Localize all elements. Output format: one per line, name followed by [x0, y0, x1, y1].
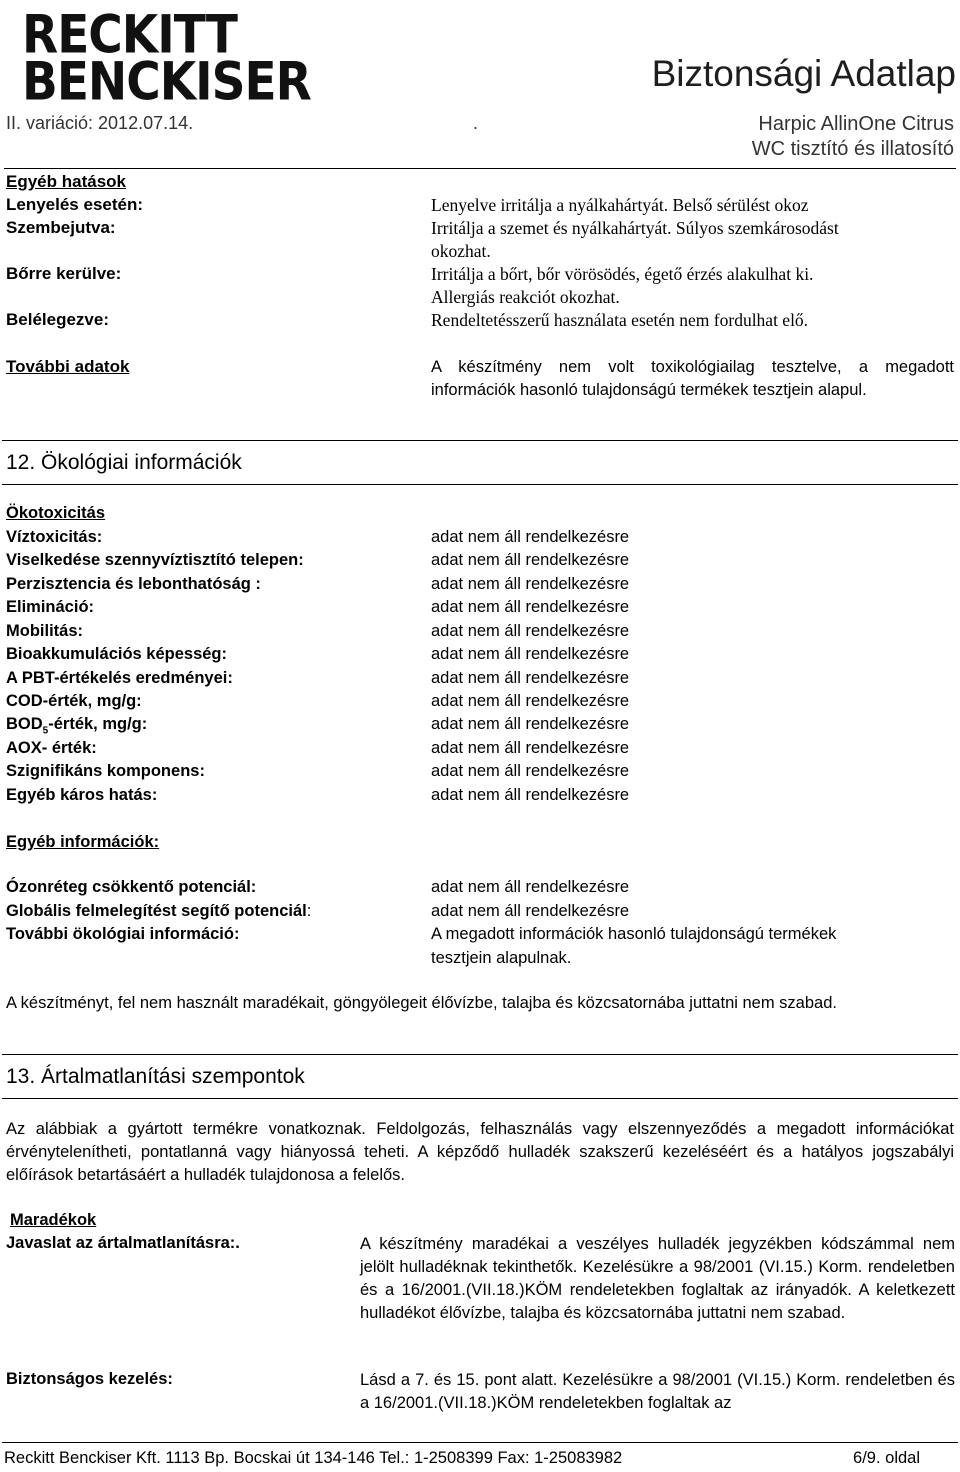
disposal-text: A készítmény maradékai a veszélyes hulladék jegyzékben kódszámmal nem jelölt hulladéknak tekinthetők. Kezelésükre a 98/2001 (VI.15.) Korm. rendeletben és a 16/2001.(VII.18.)KÖM rendeletekben foglaltak az irányadók. A keletkezett hulladékot élővízbe, talajba és közcsatornába juttatni nem szabad.	[360, 1235, 955, 1322]
eco-value-bod: adat nem áll rendelkezésre	[431, 715, 630, 733]
company-logo-line2: BENCKISER	[22, 51, 311, 114]
eco-label-global-warming	[6, 902, 311, 921]
eco-warning-text: A készítményt, fel nem használt maradékait, göngyölegeit élővízbe, talajba és közcsatornába juttatni nem szabad.	[6, 994, 837, 1012]
eco-value-pbt: adat nem áll rendelkezésre	[431, 669, 630, 687]
eco-label-aox: AOX- érték:	[6, 739, 97, 757]
product-type: WC tisztító és illatosító	[751, 138, 954, 160]
effect-value-ingestion: Lenyelve irritálja a nyálkahártyát. Belső sérülést okoz	[431, 195, 809, 215]
section12-title: 12. Ökológiai információk	[6, 451, 242, 474]
safe-handling-text: Lásd a 7. és 15. pont alatt. Kezelésükre a 98/2001 (VI.15.) Korm. rendeletben és a 16/2001.(VII.18.)KÖM rendeletekben foglaltak az	[360, 1371, 955, 1412]
effect-value-eye: Irritálja a szemet és nyálkahártyát. Súlyos szemkárosodást	[431, 218, 839, 238]
footer-divider	[2, 1442, 958, 1443]
section13-top-line	[2, 1054, 958, 1055]
effect-label-inhalation: Belélegezve:	[6, 310, 109, 329]
variation-date: II. variáció: 2012.07.14.	[6, 113, 194, 133]
global-label-colon: :	[306, 902, 312, 920]
footer-page-number: 6/9. oldal	[853, 1449, 920, 1467]
eco-value-ozone: adat nem áll rendelkezésre	[431, 878, 630, 896]
eco-value-water: adat nem áll rendelkezésre	[431, 528, 630, 546]
section13-intro: Az alábbiak a gyártott termékre vonatkoznak. Feldolgozás, felhasználás vagy elszennyeződés a megadott információkat érvénytelenítheti, pontatlanná vagy hiányossá teheti. A képződő hulladék szakszerű kezeléséért és a hatályos jogszabályi előírások betartásáért a hulladék tulajdonosa a felelős.	[6, 1120, 954, 1184]
eco-value-bioaccumulation: adat nem áll rendelkezésre	[431, 645, 630, 663]
eco-value-aox: adat nem áll rendelkezésre	[431, 739, 630, 757]
eco-label-further: További ökológiai információ:	[6, 925, 240, 943]
further-data-label: További adatok	[6, 357, 130, 376]
effect-label-eye: Szembejutva:	[6, 218, 116, 237]
eco-value-elimination: adat nem áll rendelkezésre	[431, 598, 630, 616]
eco-value-significant: adat nem áll rendelkezésre	[431, 762, 630, 780]
product-name: Harpic AllinOne Citrus	[758, 113, 954, 135]
eco-label-ozone: Ózonréteg csökkentő potenciál:	[6, 878, 257, 896]
effect-value-eye-cont: okozhat.	[431, 241, 491, 261]
safe-handling-label: Biztonságos kezelés:	[6, 1370, 173, 1388]
header-divider	[4, 168, 956, 169]
company-logo-line1: RECKITT	[22, 4, 237, 67]
effects-heading: Egyéb hatások	[6, 172, 126, 191]
other-info-heading: Egyéb információk:	[6, 833, 160, 851]
residues-heading: Maradékok	[10, 1211, 97, 1229]
eco-value-mobility: adat nem áll rendelkezésre	[431, 622, 630, 640]
eco-label-wastewater: Viselkedése szennyvíztisztító telepen:	[6, 551, 304, 569]
bod-prefix: BOD	[6, 715, 43, 733]
bod-subscript: 5	[42, 725, 49, 737]
eco-value-further-1: A megadott információk hasonló tulajdonságú termékek	[431, 925, 837, 943]
effect-label-ingestion: Lenyelés esetén:	[6, 195, 144, 214]
section13-title: 13. Ártalmatlanítási szempontok	[6, 1065, 305, 1088]
eco-label-cod: COD-érték, mg/g:	[6, 692, 142, 710]
header-dot: .	[473, 113, 479, 133]
section12-top-line	[2, 440, 958, 441]
document-title: Biztonsági Adatlap	[651, 53, 956, 94]
ecotoxicity-heading: Ökotoxicitás	[6, 504, 106, 522]
eco-label-bod	[6, 715, 147, 736]
effect-value-inhalation: Rendeltetésszerű használata esetén nem fordulhat elő.	[431, 310, 809, 330]
eco-label-water: Víztoxicitás:	[6, 528, 103, 546]
eco-label-other-harm: Egyéb káros hatás:	[6, 786, 158, 804]
eco-label-bioaccumulation: Bioakkumulációs képesség:	[6, 645, 228, 663]
eco-value-further-2: tesztjein alapulnak.	[431, 949, 572, 967]
disposal-label: Javaslat az ártalmatlanításra:.	[6, 1234, 240, 1252]
eco-label-pbt: A PBT-értékelés eredményei:	[6, 669, 233, 687]
eco-label-mobility: Mobilitás:	[6, 622, 83, 640]
effect-label-skin: Bőrre kerülve:	[6, 264, 122, 283]
effect-value-skin-cont: Allergiás reakciót okozhat.	[431, 287, 620, 307]
eco-label-significant: Szignifikáns komponens:	[6, 762, 205, 780]
global-label-main: Globális felmelegítést segítő potenciál	[6, 902, 307, 920]
eco-value-persistence: adat nem áll rendelkezésre	[431, 575, 630, 593]
eco-value-global-warming: adat nem áll rendelkezésre	[431, 902, 630, 920]
eco-value-other-harm: adat nem áll rendelkezésre	[431, 786, 630, 804]
section13-bottom-line	[2, 1098, 958, 1099]
section12-bottom-line	[2, 484, 958, 485]
bod-suffix: -érték, mg/g:	[48, 715, 148, 733]
eco-label-persistence: Perzisztencia és lebonthatóság :	[6, 575, 261, 593]
footer-company: Reckitt Benckiser Kft. 1113 Bp. Bocskai út 134-146 Tel.: 1-2508399 Fax: 1-25083982	[4, 1449, 623, 1467]
eco-value-cod: adat nem áll rendelkezésre	[431, 692, 630, 710]
effect-value-skin: Irritálja a bőrt, bőr vörösödés, égető érzés alakulhat ki.	[431, 264, 814, 284]
eco-value-wastewater: adat nem áll rendelkezésre	[431, 551, 630, 569]
eco-label-elimination: Elimináció:	[6, 598, 95, 616]
further-data-text: A készítmény nem volt toxikológiailag tesztelve, a megadott információk hasonló tulajdonságú termékek tesztjein alapul.	[431, 358, 954, 399]
